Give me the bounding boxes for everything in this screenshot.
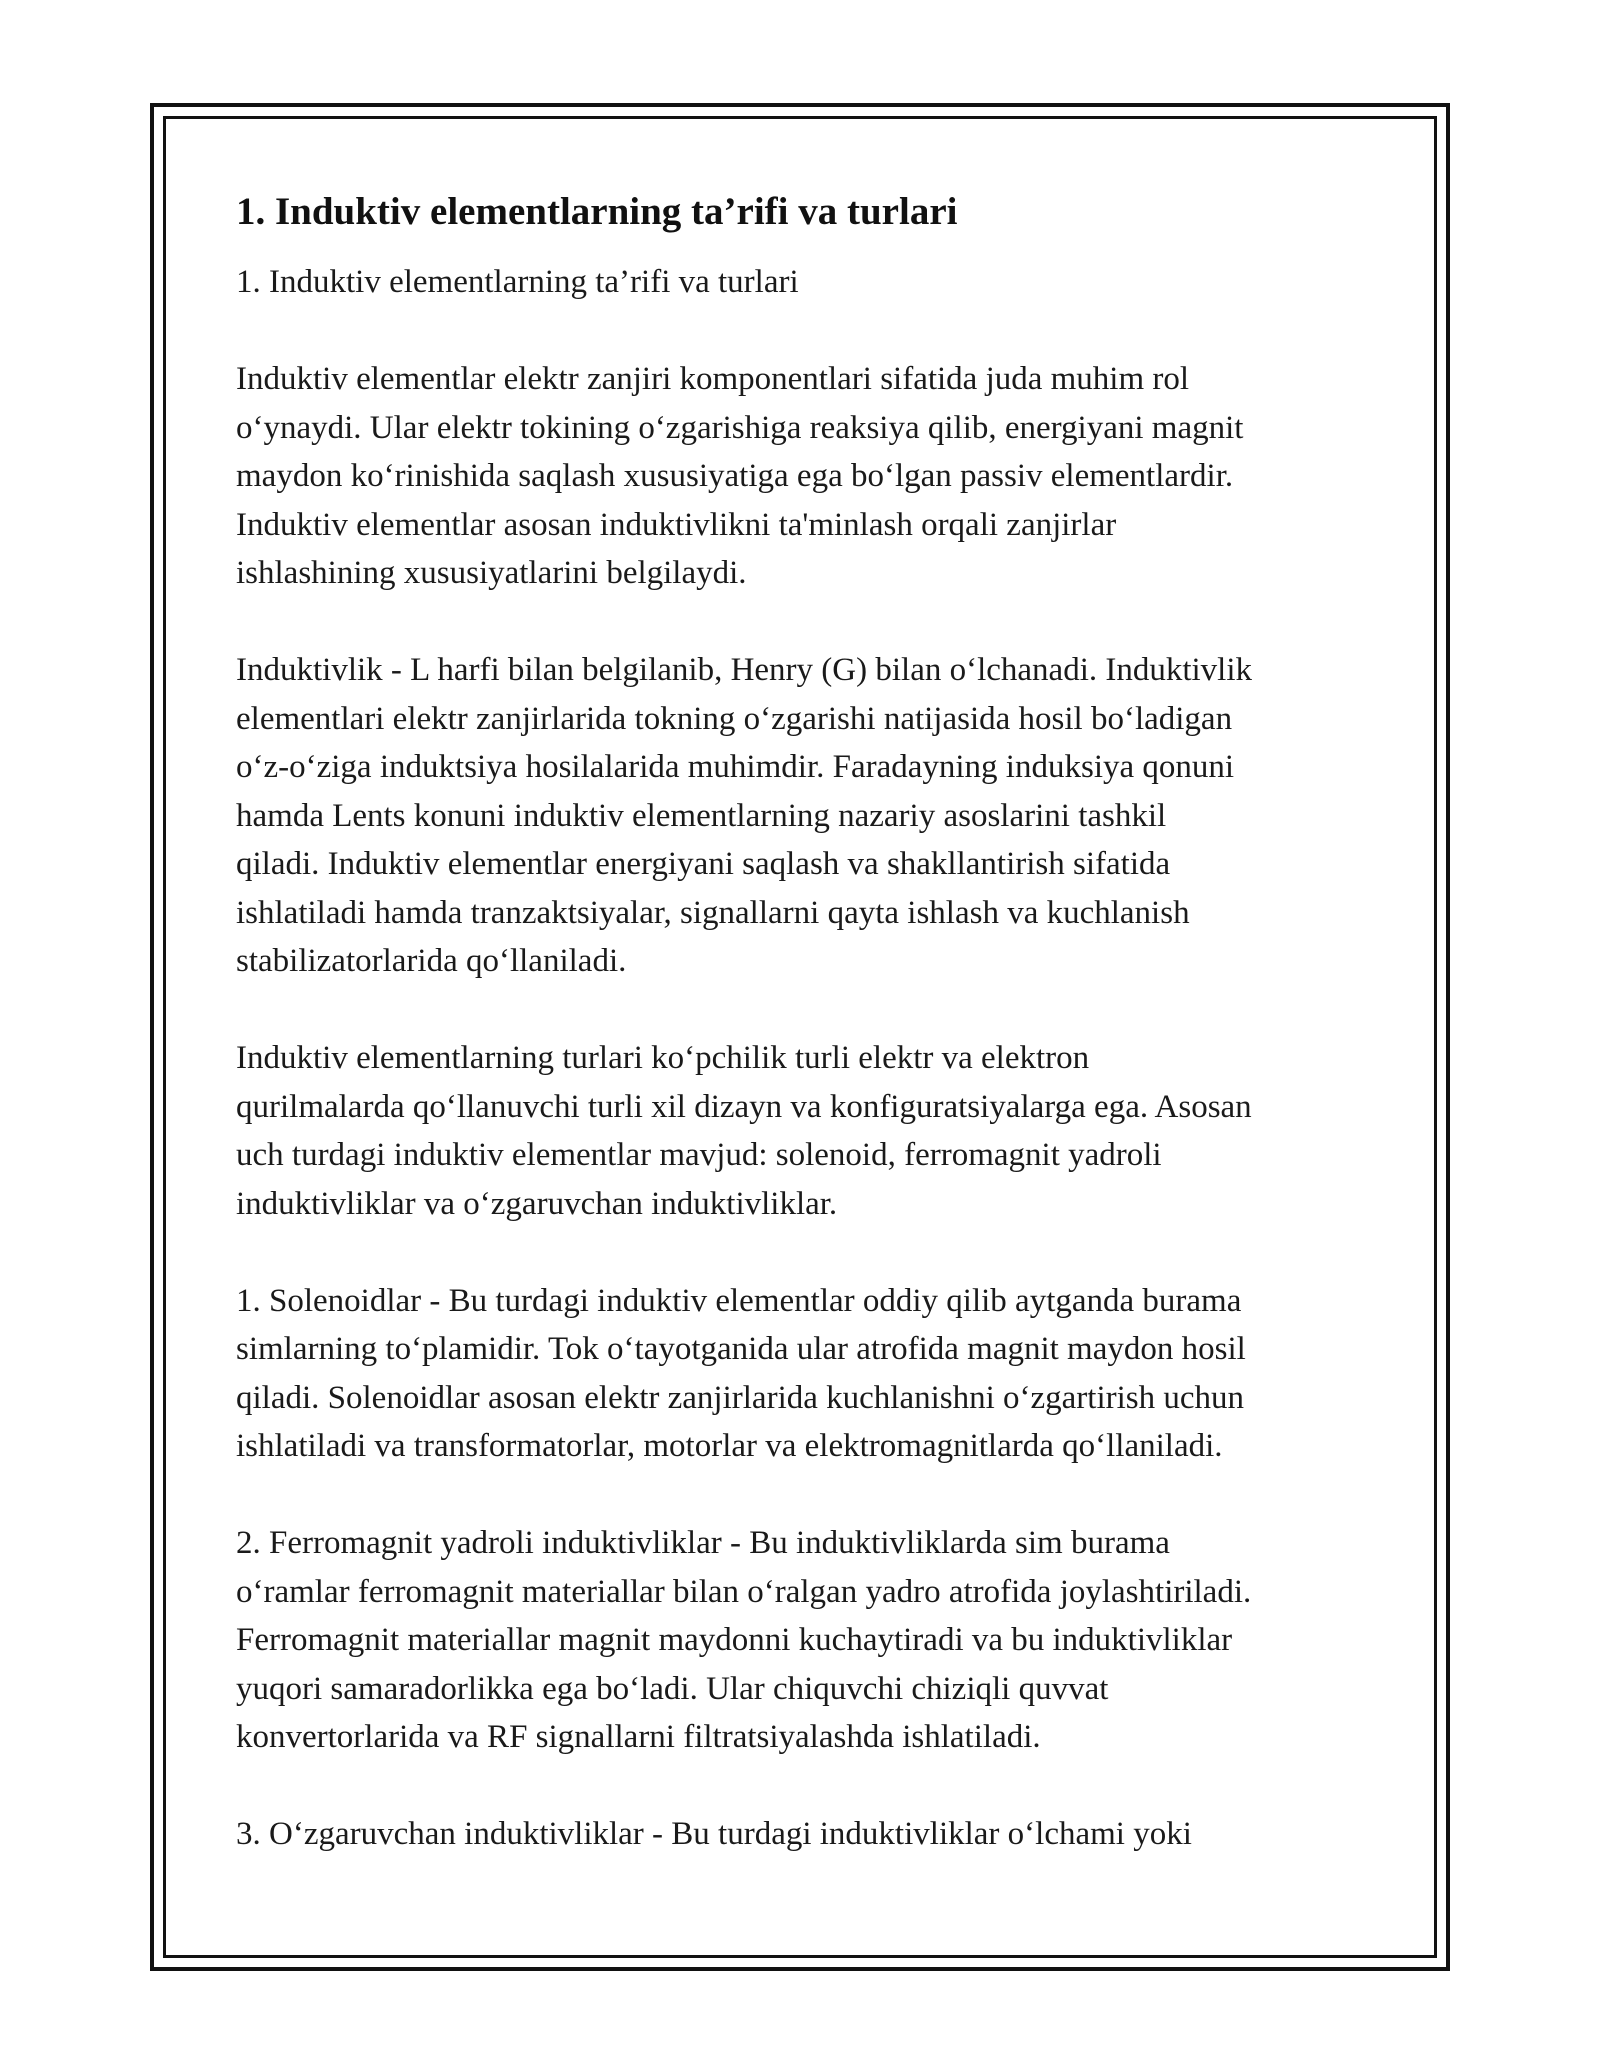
paragraph-types — [236, 1034, 1386, 1228]
text-line: 3. O‘zgaruvchan induktivliklar - Bu turdagi induktivliklar o‘lchami yoki — [236, 1816, 1192, 1852]
paragraph-solenoids — [236, 1277, 1386, 1471]
text-line: maydon ko‘rinishida saqlash xususiyatiga ega bo‘lgan passiv elementlardir. — [236, 458, 1234, 494]
document-content — [236, 186, 1386, 1907]
text-line: Induktiv elementlar asosan induktivlikni ta'minlash orqali zanjirlar — [236, 506, 1117, 543]
text-line: hamda Lents konuni induktiv elementlarning nazariy asoslarini tashkil — [236, 797, 1167, 834]
text-line: o‘ramlar ferromagnit materiallar bilan o‘ralgan yadro atrofida joylashtiriladi. — [236, 1573, 1252, 1610]
text-line: 1. Induktiv elementlarning ta’rifi va turlari — [236, 264, 799, 300]
paragraph-inductance — [236, 646, 1386, 986]
text-line: qurilmalarda qo‘llanuvchi turli xil dizayn va konfiguratsiyalarga ega. Asosan — [236, 1088, 1252, 1125]
text-line: simlarning to‘plamidir. Tok o‘tayotganida ular atrofida magnit maydon hosil — [236, 1331, 1246, 1367]
text-line: Induktiv elementlarning turlari ko‘pchilik turli elektr va elektron — [236, 1040, 1090, 1076]
paragraph-subtitle — [236, 258, 1386, 307]
paragraph-ferromagnetic — [236, 1519, 1386, 1762]
text-line: induktivliklar va o‘zgaruvchan induktivliklar. — [236, 1185, 838, 1222]
text-line: 1. Solenoidlar - Bu turdagi induktiv elementlar oddiy qilib aytganda burama — [236, 1282, 1242, 1319]
text-line: Ferromagnit materiallar magnit maydonni kuchaytiradi va bu induktivliklar — [236, 1622, 1233, 1658]
text-line: uch turdagi induktiv elementlar mavjud: solenoid, ferromagnit yadroli — [236, 1137, 1162, 1173]
text-line: o‘ynaydi. Ular elektr tokining o‘zgarishiga reaksiya qilib, energiyani magnit — [236, 409, 1244, 446]
text-line: 2. Ferromagnit yadroli induktivliklar - Bu induktivliklarda sim burama — [236, 1525, 1170, 1561]
text-line: ishlatiladi hamda tranzaktsiyalar, signallarni qayta ishlash va kuchlanish — [236, 894, 1190, 931]
paragraph-variable — [236, 1810, 1386, 1859]
text-line: qiladi. Induktiv elementlar energiyani saqlash va shakllantirish sifatida — [236, 846, 1171, 882]
text-line: ishlashining xususiyatlarini belgilaydi. — [236, 555, 747, 591]
text-line: stabilizatorlarida qo‘llaniladi. — [236, 943, 627, 979]
text-line: qiladi. Solenoidlar asosan elektr zanjirlarida kuchlanishni o‘zgartirish uchun — [236, 1379, 1245, 1416]
paragraph-definition — [236, 355, 1386, 598]
text-line: ishlatiladi va transformatorlar, motorlar va elektromagnitlarda qo‘llaniladi. — [236, 1428, 1223, 1464]
text-line: konvertorlarida va RF signallarni filtratsiyalashda ishlatiladi. — [236, 1719, 1041, 1755]
text-line: elementlari elektr zanjirlarida tokning o‘zgarishi natijasida hosil bo‘ladigan — [236, 700, 1233, 737]
text-line: Induktiv elementlar elektr zanjiri komponentlari sifatida juda muhim rol — [236, 361, 1190, 397]
text-line: o‘z-o‘ziga induktsiya hosilalarida muhimdir. Faradayning induksiya qonuni — [236, 749, 1235, 785]
section-heading: 1. Induktiv elementlarning ta’rifi va turlari — [236, 190, 958, 233]
text-line: yuqori samaradorlikka ega bo‘ladi. Ular chiquvchi chiziqli quvvat — [236, 1670, 1109, 1707]
text-line: Induktivlik - L harfi bilan belgilanib, Henry (G) bilan o‘lchanadi. Induktivlik — [236, 652, 1253, 688]
